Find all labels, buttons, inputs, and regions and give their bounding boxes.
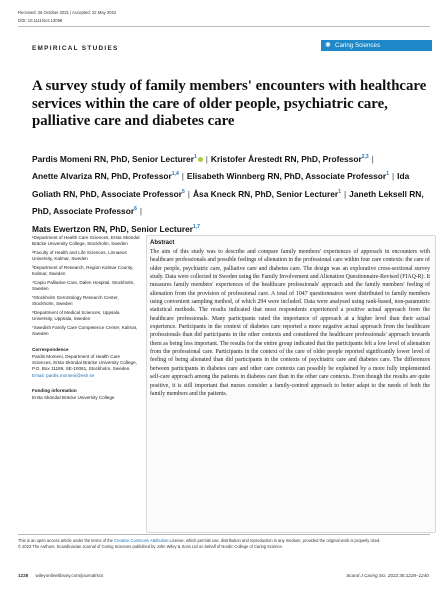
funding-heading: Funding information <box>32 387 77 393</box>
journal-reference: Scand J Caring Sci. 2022;36:1228–1240. <box>346 573 430 578</box>
affiliation-item: ¹Department of Health Care Sciences, Ersta Sköndal Bräcke University College, Stockholm, Sweden <box>32 235 140 247</box>
author-separator: | <box>343 188 347 199</box>
journal-badge-label: Caring Sciences <box>335 42 381 49</box>
author-list <box>32 150 437 237</box>
author-name: Mats Ewertzon RN, PhD, Senior Lecturer <box>32 223 194 234</box>
author-separator: | <box>139 205 143 216</box>
affiliation-item: ⁵Stockholm Gerontology Research Center, Stockholm, Sweden <box>32 294 119 307</box>
journal-website[interactable]: wileyonlinelibrary.com/journal/scs <box>35 573 104 578</box>
affiliation-item: ⁴Capio Palliative Care, Dalen Hospital, Stockholm, Sweden <box>32 279 135 292</box>
author-separator: | <box>371 153 374 164</box>
author-name: Ida Goliath RN, PhD, Associate Professor <box>32 171 410 199</box>
page-number: 1228 <box>18 573 29 578</box>
received-accepted-line: Received: 26 October 2021 | Accepted: 22 May 2022 <box>18 10 117 15</box>
author-affiliation-ref: 1,4 <box>171 171 179 178</box>
abstract-text: The aim of this study was to describe and compare family members' experiences of approach in encounters with healthcare professionals and possible feelings of alienation in the professional care within four care contexts: the care of older people, psychiatric care, palliative care and diabetes care. The design was an explorative cross-sectional survey study. Data were collected in Sweden using the Family Involvement and Alienation Questionnaire-Revised (FIAQ-R). It measures family members' experiences of the healthcare professionals' approach and the family members' feeling of alienation from the provision of professional care. A total of 1047 questionnaires were distributed to family members using convenient sampling method, of which 294 were included. Data were analysed using rank-based, non-parametric statistical methods. The results indicated that most respondents experienced a positive actual approach from the healthcare professionals. Many participants rated the importance of approach at a higher level than their actual experience. Participants in the context of diabetes care reported a more negative actual approach from the healthcare professionals than did participants in the other contexts and considered the healthcare professionals' approach towards them as being less important. The results for the entire group indicated that the participants felt a low level of alienation from the professional care. Participants in the context of the care of older people reported significantly lower level of feeling of being alienated than did participants in the contexts of psychiatric care and diabetes care. The differences between participants in diabetes care and other care contexts can possibly be explained by a more fully implemented self-care approach among the patients in diabetes care than in the other care contexts. Even though the results are quite positive, it is still important that nurses consider a family-centred approach to better adapt to the needs of both the family members and the patients. <box>150 249 430 397</box>
correspondence-email[interactable]: Email: pardis.momeni@esh.se <box>32 372 95 378</box>
author-affiliation-ref: 1 <box>193 154 197 160</box>
author-separator: | <box>391 171 395 182</box>
author-affiliation-ref: 1,7 <box>193 223 200 230</box>
author-affiliation-ref: 2,3 <box>361 154 369 160</box>
author-name: Pardis Momeni RN, PhD, Senior Lecturer <box>32 153 194 164</box>
correspondence-heading: Correspondence <box>32 346 69 352</box>
affiliation-item: ⁶Department of Medical Sciences, Uppsala University, Uppsala, Sweden <box>32 309 120 322</box>
author-affiliation-ref: 6 <box>134 206 137 213</box>
author-name: Åsa Kneck RN, PhD, Senior Lecturer <box>192 188 339 199</box>
author-affiliation-ref: 5 <box>182 188 185 195</box>
author-affiliation-ref: 1 <box>386 171 389 178</box>
license-notice <box>18 538 430 549</box>
copyright-line: © 2022 The Authors. Scandinavian Journal of Caring Sciences published by John Wiley & Sons Ltd on behalf of Nordic College of Caring Science. <box>18 543 283 549</box>
correspondence-text: Pardis Momeni, Department of Health Care Sciences, Ersta Sköndal Bräcke University College, P.O. Box 11189, SE-10061, Stockholm, Sweden. <box>32 353 137 372</box>
license-link[interactable]: Creative Commons Attribution <box>114 538 169 543</box>
author-name: Janeth Leksell RN, PhD, Associate Professor <box>32 188 424 216</box>
section-label: EMPIRICAL STUDIES <box>32 45 119 52</box>
author-separator: | <box>187 188 190 199</box>
author-separator: | <box>205 153 208 164</box>
affiliation-item: ²Faculty of Health and Life Sciences, Linnaeus University, Kalmar, Sweden <box>32 249 127 262</box>
funding-text: Ersta Sköndal Bräcke University College <box>32 395 115 401</box>
journal-logo-icon: ✺ <box>325 42 331 49</box>
license-text-pre: This is an open access article under the terms of the <box>18 538 115 543</box>
page-footer <box>18 573 430 578</box>
license-text-post: License, which permits use, distribution and reproduction in any medium, provided the original work is properly cited. <box>168 538 381 543</box>
author-name: Anette Alvariza RN, PhD, Professor <box>32 171 172 182</box>
author-separator: | <box>181 171 184 182</box>
affiliations-column <box>32 235 140 402</box>
author-name: Elisabeth Winnberg RN, PhD, Associate Professor <box>186 171 387 182</box>
article-title: A survey study of family members' encounters with healthcare services within the care of older people, psychiatric care, palliative care and diabetes care <box>32 78 427 129</box>
abstract-heading: Abstract <box>150 240 175 246</box>
affiliation-item: ³Department of Research, Region Kalmar County, Kalmar, Sweden <box>32 264 134 277</box>
author-affiliation-ref: 1 <box>338 188 341 195</box>
author-name: Kristofer Årestedt RN, PhD, Professor <box>210 153 362 164</box>
footer-divider <box>18 534 430 535</box>
journal-badge[interactable] <box>321 40 432 51</box>
orcid-icon[interactable] <box>198 157 203 162</box>
doi-line[interactable]: DOI: 10.1111/scs.13096 <box>18 18 63 23</box>
header-divider <box>18 26 430 27</box>
affiliation-item: ⁷Swedish Family Care Competence Center, Kalmar, Sweden <box>32 324 138 337</box>
